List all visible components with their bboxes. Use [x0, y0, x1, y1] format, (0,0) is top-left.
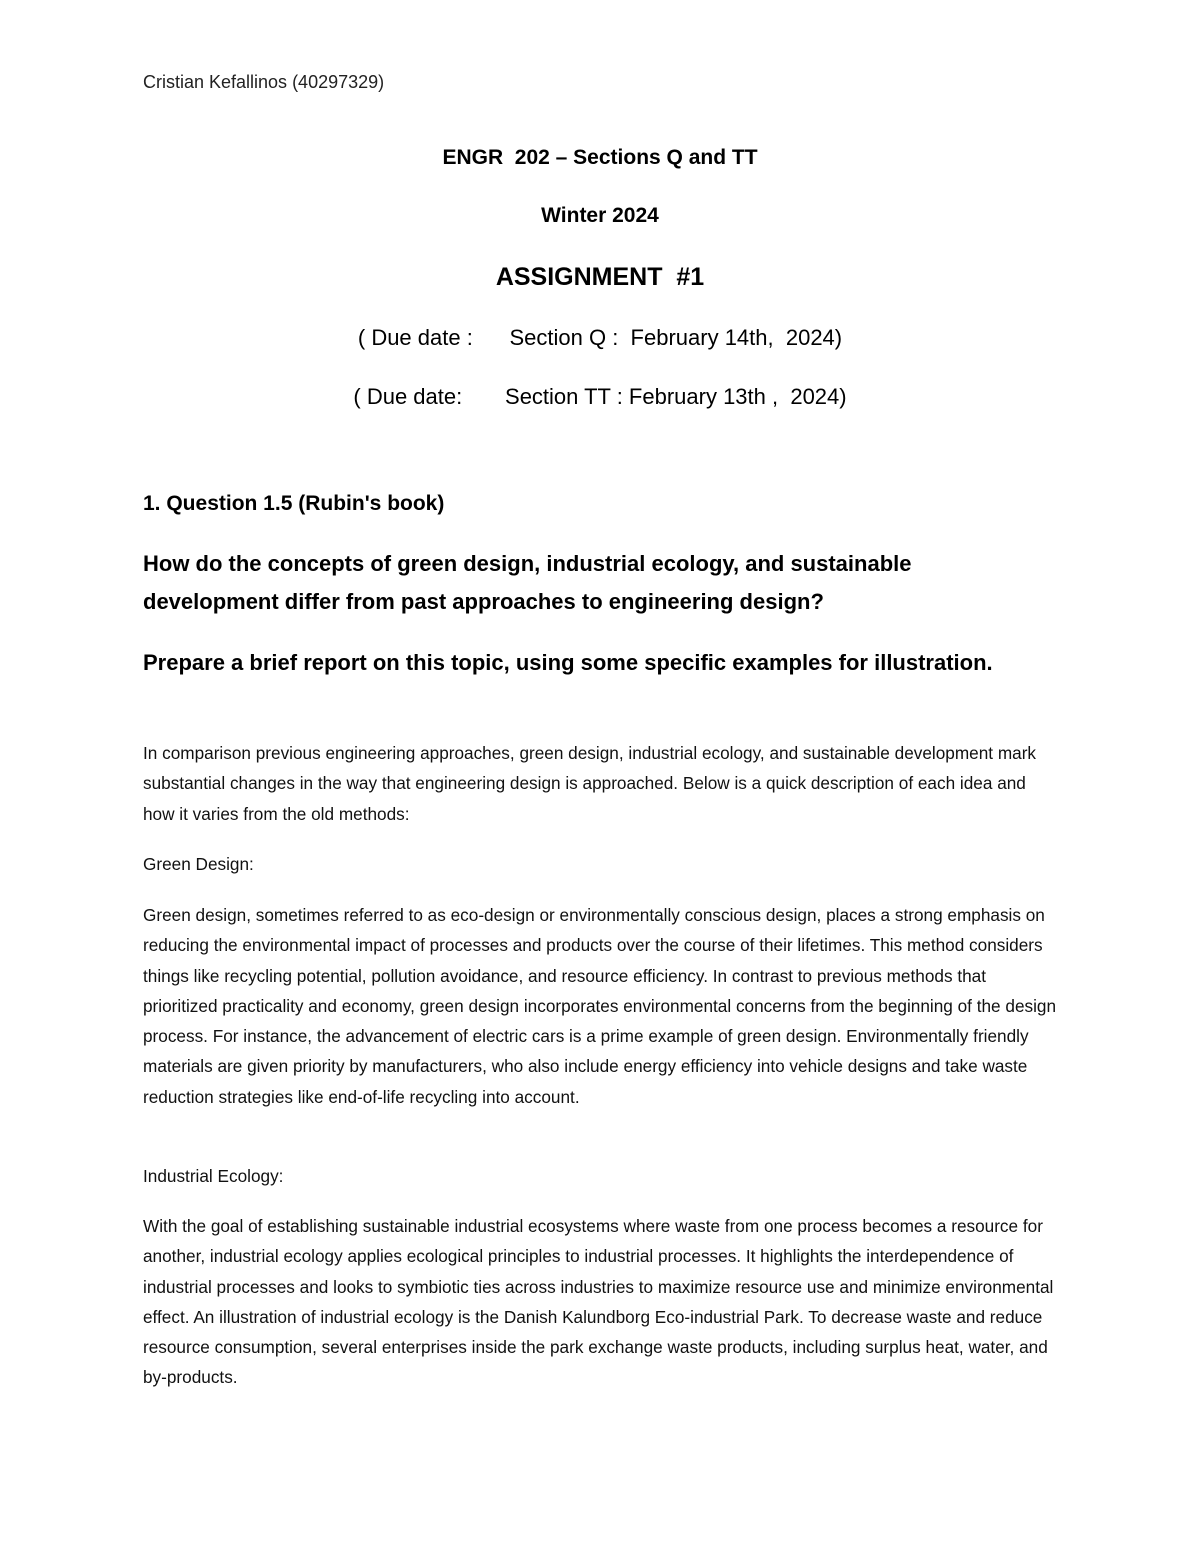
section-body-industrial-ecology: With the goal of establishing sustainable industrial ecosystems where waste from one process becomes a resource for another, industrial ecology applies ecological principles to industrial processes. It highlights the interdependence of industrial processes and looks to symbiotic ties across industries to maximize resource use and minimize environmental effect. An illustration of industrial ecology is the Danish Kalundborg Eco-industrial Park. To decrease waste and reduce resource consumption, several enterprises inside the park exchange waste products, including surplus heat, water, and by-products. [143, 1216, 1054, 1388]
assignment-title: ASSIGNMENT #1 [495, 263, 705, 291]
question-heading: 1. Question 1.5 (Rubin's book) [143, 492, 445, 515]
section-heading-industrial-ecology: Industrial Ecology: [143, 1166, 284, 1186]
due-date-section-q: ( Due date : Section Q : February 14th, 2024) [357, 325, 843, 350]
prompt-text: Prepare a brief report on this topic, using some specific examples for illustration. [143, 650, 993, 675]
due-date-section-tt: ( Due date: Section TT : February 13th , 2024) [353, 384, 847, 409]
question-text: How do the concepts of green design, industrial ecology, and sustainable development differ from past approaches to engineering design? [143, 551, 912, 614]
author-line: Cristian Kefallinos (40297329) [143, 72, 385, 92]
course-title: ENGR 202 – Sections Q and TT [442, 146, 758, 169]
term-title: Winter 2024 [541, 204, 659, 227]
section-body-green-design: Green design, sometimes referred to as eco-design or environmentally conscious design, places a strong emphasis on reducing the environmental impact of processes and products over the course of their lifetimes. This method considers things like recycling potential, pollution avoidance, and resource efficiency. In contrast to previous methods that prioritized practicality and economy, green design incorporates environmental concerns from the beginning of the design process. For instance, the advancement of electric cars is a prime example of green design. Environmentally friendly materials are given priority by manufacturers, who also include energy efficiency into vehicle designs and take waste reduction strategies like end-of-life recycling into account. [143, 905, 1057, 1107]
section-heading-green-design: Green Design: [143, 854, 254, 874]
intro-paragraph: In comparison previous engineering approaches, green design, industrial ecology, and sustainable development mark substantial changes in the way that engineering design is approached. Below is a quick description of each idea and how it varies from the old methods: [143, 743, 1037, 824]
